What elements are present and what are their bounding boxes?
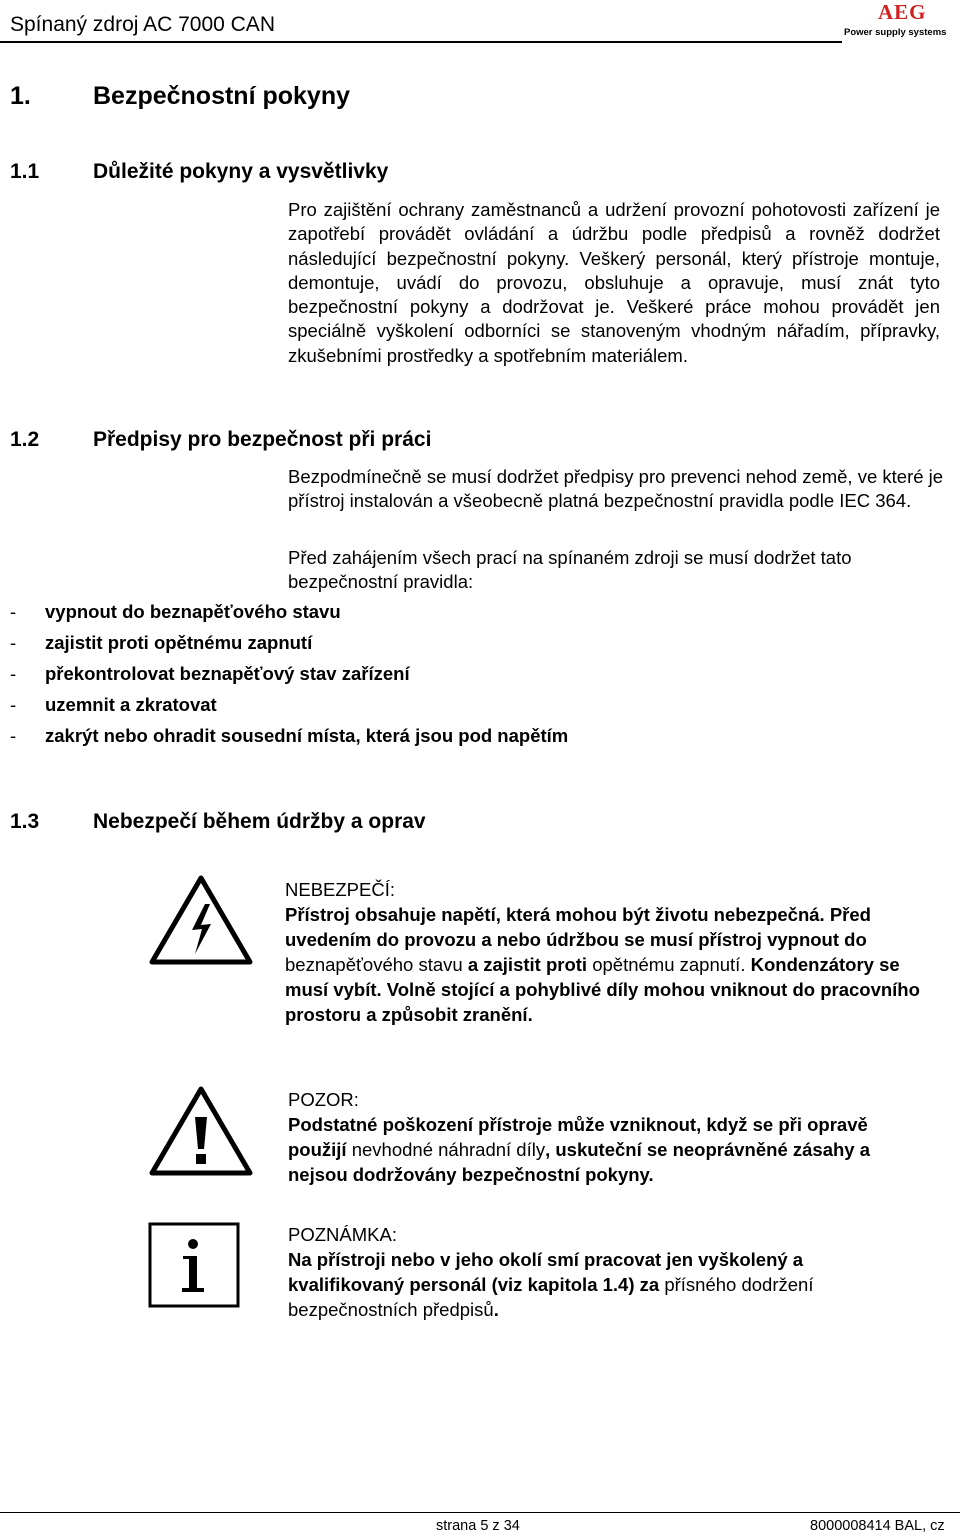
section-title: Bezpečnostní pokyny — [93, 82, 350, 110]
paragraph-text: Před zahájením všech prací na spínaném zdroji se musí dodržet tato bezpečnostní pravidla: — [288, 547, 852, 593]
section-number: 1.1 — [10, 160, 40, 183]
logo-brand: AEG — [878, 0, 927, 24]
document-header-title: Spínaný zdroj AC 7000 CAN — [10, 13, 275, 36]
section-1-2-heading — [10, 428, 610, 456]
paragraph-text: Pro zajištění ochrany zaměstnanců a udržení provozní pohotovosti zařízení je zapotřebí provádět ovládání a údržbu podle předpisů a rovněž dodržet následující bezpečnostní pokyny. Veškerý personál, který přístroje montuje, demontuje, uvádí do provozu, obsluhuje a opravuje, musí znát tyto bezpečnostní pokyny a dodržovat je. Veškeré práce mohou provádět jen speciálně vyškolení odborníci se stanoveným vhodným nářadím, přípravky, zkušebními prostředky a spotřebním materiálem. — [288, 199, 940, 366]
list-item-text: překontrolovat beznapěťový stav zařízení — [45, 663, 410, 684]
list-item: - zajistit proti opětnému zapnutí — [10, 632, 313, 653]
danger-notice — [285, 877, 925, 1027]
aeg-logo — [842, 0, 960, 42]
list-item: - zakrýt nebo ohradit sousední místa, která jsou pod napětím — [10, 725, 569, 746]
notice-label: POZOR: — [288, 1089, 359, 1110]
header-rule — [0, 41, 842, 43]
document-id: 8000008414 BAL, cz — [810, 1518, 945, 1534]
notice-label: NEBEZPEČÍ: — [285, 879, 395, 900]
notice-label: POZNÁMKA: — [288, 1224, 397, 1245]
list-item-text: uzemnit a zkratovat — [45, 694, 217, 715]
footer-rule — [0, 1512, 960, 1513]
list-item: - vypnout do beznapěťového stavu — [10, 601, 341, 622]
section-1-1-heading — [10, 160, 510, 188]
notice-text: Na přístroji nebo v jeho okolí smí pracovat jen vyškolený a kvalifikovaný personál (viz kapitola 1.4) za přísného dodržení bezpečnostních předpisů. — [288, 1249, 814, 1320]
caution-notice — [288, 1087, 918, 1187]
section-title: Předpisy pro bezpečnost při práci — [93, 428, 432, 451]
notice-text: Přístroj obsahuje napětí, která mohou být životu nebezpečná. Před uvedením do provozu a nebo údržbou se musí přístroj vypnout do beznapěťového stavu a zajistit proti opětnému zapnutí. Kondenzátory se musí vybít. Volně stojící a pohyblivé díly mohou vniknout do pracovního prostoru a způsobit zranění. — [285, 904, 920, 1025]
logo-subtitle: Power supply systems — [844, 27, 947, 38]
important-instructions-paragraph — [288, 198, 940, 368]
list-item: - uzemnit a zkratovat — [10, 694, 217, 715]
information-icon — [148, 1222, 240, 1308]
exclamation-warning-icon — [148, 1085, 254, 1177]
safety-rules-list — [10, 601, 910, 756]
work-safety-paragraph-2 — [288, 546, 948, 595]
section-title: Nebezpečí během údržby a oprav — [93, 810, 426, 833]
list-item-text: vypnout do beznapěťového stavu — [45, 601, 341, 622]
list-item: - překontrolovat beznapěťový stav zařízení — [10, 663, 410, 684]
section-1-heading — [10, 82, 510, 114]
section-title: Důležité pokyny a vysvětlivky — [93, 160, 389, 183]
page-number: strana 5 z 34 — [436, 1518, 520, 1534]
list-item-text: zajistit proti opětnému zapnutí — [45, 632, 313, 653]
section-number: 1. — [10, 82, 31, 110]
notice-text: Podstatné poškození přístroje může vzniknout, když se při opravě použijí nevhodné náhradní díly, uskuteční se neoprávněné zásahy a nejsou dodržovány bezpečnostní pokyny. — [288, 1114, 871, 1185]
note-notice — [288, 1222, 918, 1322]
work-safety-paragraph-1 — [288, 465, 948, 514]
section-1-3-heading — [10, 810, 610, 838]
section-number: 1.3 — [10, 810, 40, 833]
section-number: 1.2 — [10, 428, 40, 451]
paragraph-text: Bezpodmínečně se musí dodržet předpisy pro prevenci nehod země, ve které je přístroj instalován a všeobecně platná bezpečnostní pravidla podle IEC 364. — [288, 466, 944, 512]
high-voltage-warning-icon — [148, 874, 254, 966]
list-item-text: zakrýt nebo ohradit sousední místa, která jsou pod napětím — [45, 725, 569, 746]
